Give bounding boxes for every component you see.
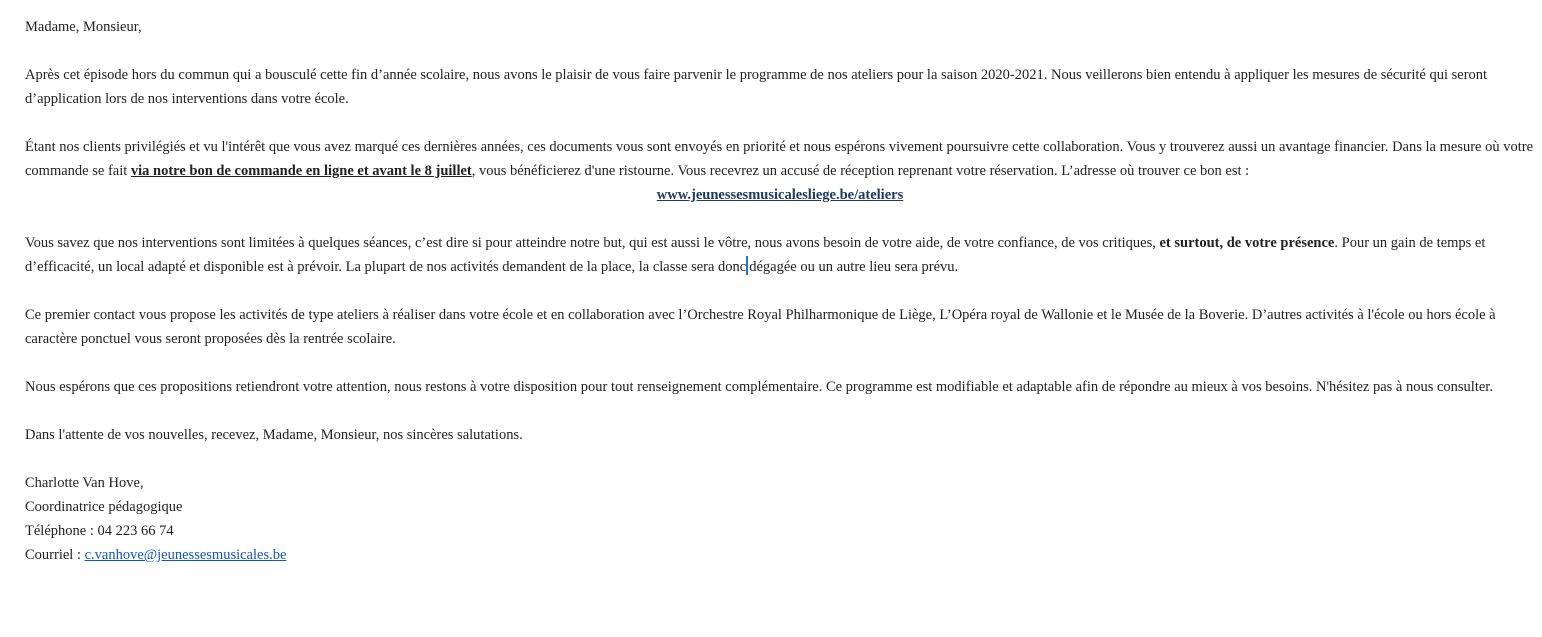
signature-phone: Téléphone : 04 223 66 74 [25,523,174,539]
email-link[interactable]: c.vanhove@jeunessesmusicales.be [84,547,287,563]
paragraph-offer [25,135,1535,183]
offer-text-start: Étant nos clients privilégiés et vu l'intérêt que vous avez marqué ces dernières années, ces documents vous sont envoyés en priorité et nous espérons vivement poursuivre cette collaboration. Vous y trouverez aussi un avantage financier. Dans la mesure où votre commande se fait [25,139,1534,179]
greeting: Madame, Monsieur, [25,19,142,35]
email-label: Courriel : [25,547,85,563]
letter-body [25,15,1535,567]
signature-role: Coordinatrice pédagogique [25,499,183,515]
url-line [25,183,1535,207]
paragraph-propositions: Nous espérons que ces propositions retiendront votre attention, nous restons à votre disposition pour tout renseignement complémentaire. Ce programme est modifiable et adaptable afin de répondre au mieux à vos besoins. N'hésitez pas à nous consulter. [25,379,1493,395]
interventions-text-middle: . Pour un gain de temps et d’efficacité, un local adapté et disponible est à prévoir. La plupart de nos activités demandent de la place, la classe sera donc [25,235,1486,275]
signature-email-line [25,543,1535,567]
signature-name: Charlotte Van Hove, [25,475,144,491]
paragraph-intro: Après cet épisode hors du commun qui a bousculé cette fin d’année scolaire, nous avons le plaisir de vous faire parvenir le programme de nos ateliers pour la saison 2020-2021. Nous veillerons bien entendu à appliquer les mesures de sécurité qui seront d’application lors de nos interventions dans votre école. [25,67,1488,107]
interventions-text-start: Vous savez que nos interventions sont limitées à quelques séances, c’est dire si pour atteindre notre but, qui est aussi le vôtre, nous avons besoin de votre aide, de votre confiance, de vos critiques, [25,235,1160,251]
offer-emphasis: via notre bon de commande en ligne et avant le 8 juillet [130,163,472,179]
signature-block [25,471,1535,567]
text-cursor [746,256,748,275]
paragraph-activities: Ce premier contact vous propose les activités de type ateliers à réaliser dans votre école et en collaboration avec l’Orchestre Royal Philharmonique de Liège, L’Opéra royal de Wallonie et le Musée de la Boverie. D’autres activités à l'école ou hors école à caractère ponctuel vous seront proposées dès la rentrée scolaire. [25,307,1496,347]
ateliers-url-link[interactable]: www.jeunessesmusicalesliege.be/ateliers [656,187,904,203]
paragraph-interventions [25,231,1535,279]
interventions-text-end: dégagée ou un autre lieu sera prévu. [749,259,959,275]
presence-emphasis: et surtout, de votre présence [1159,235,1335,251]
offer-text-end: , vous bénéficierez d'une ristourne. Vous recevrez un accusé de réception reprenant votre réservation. L’adresse où trouver ce bon est : [471,163,1250,179]
closing: Dans l'attente de vos nouvelles, recevez, Madame, Monsieur, nos sincères salutations. [25,427,523,443]
